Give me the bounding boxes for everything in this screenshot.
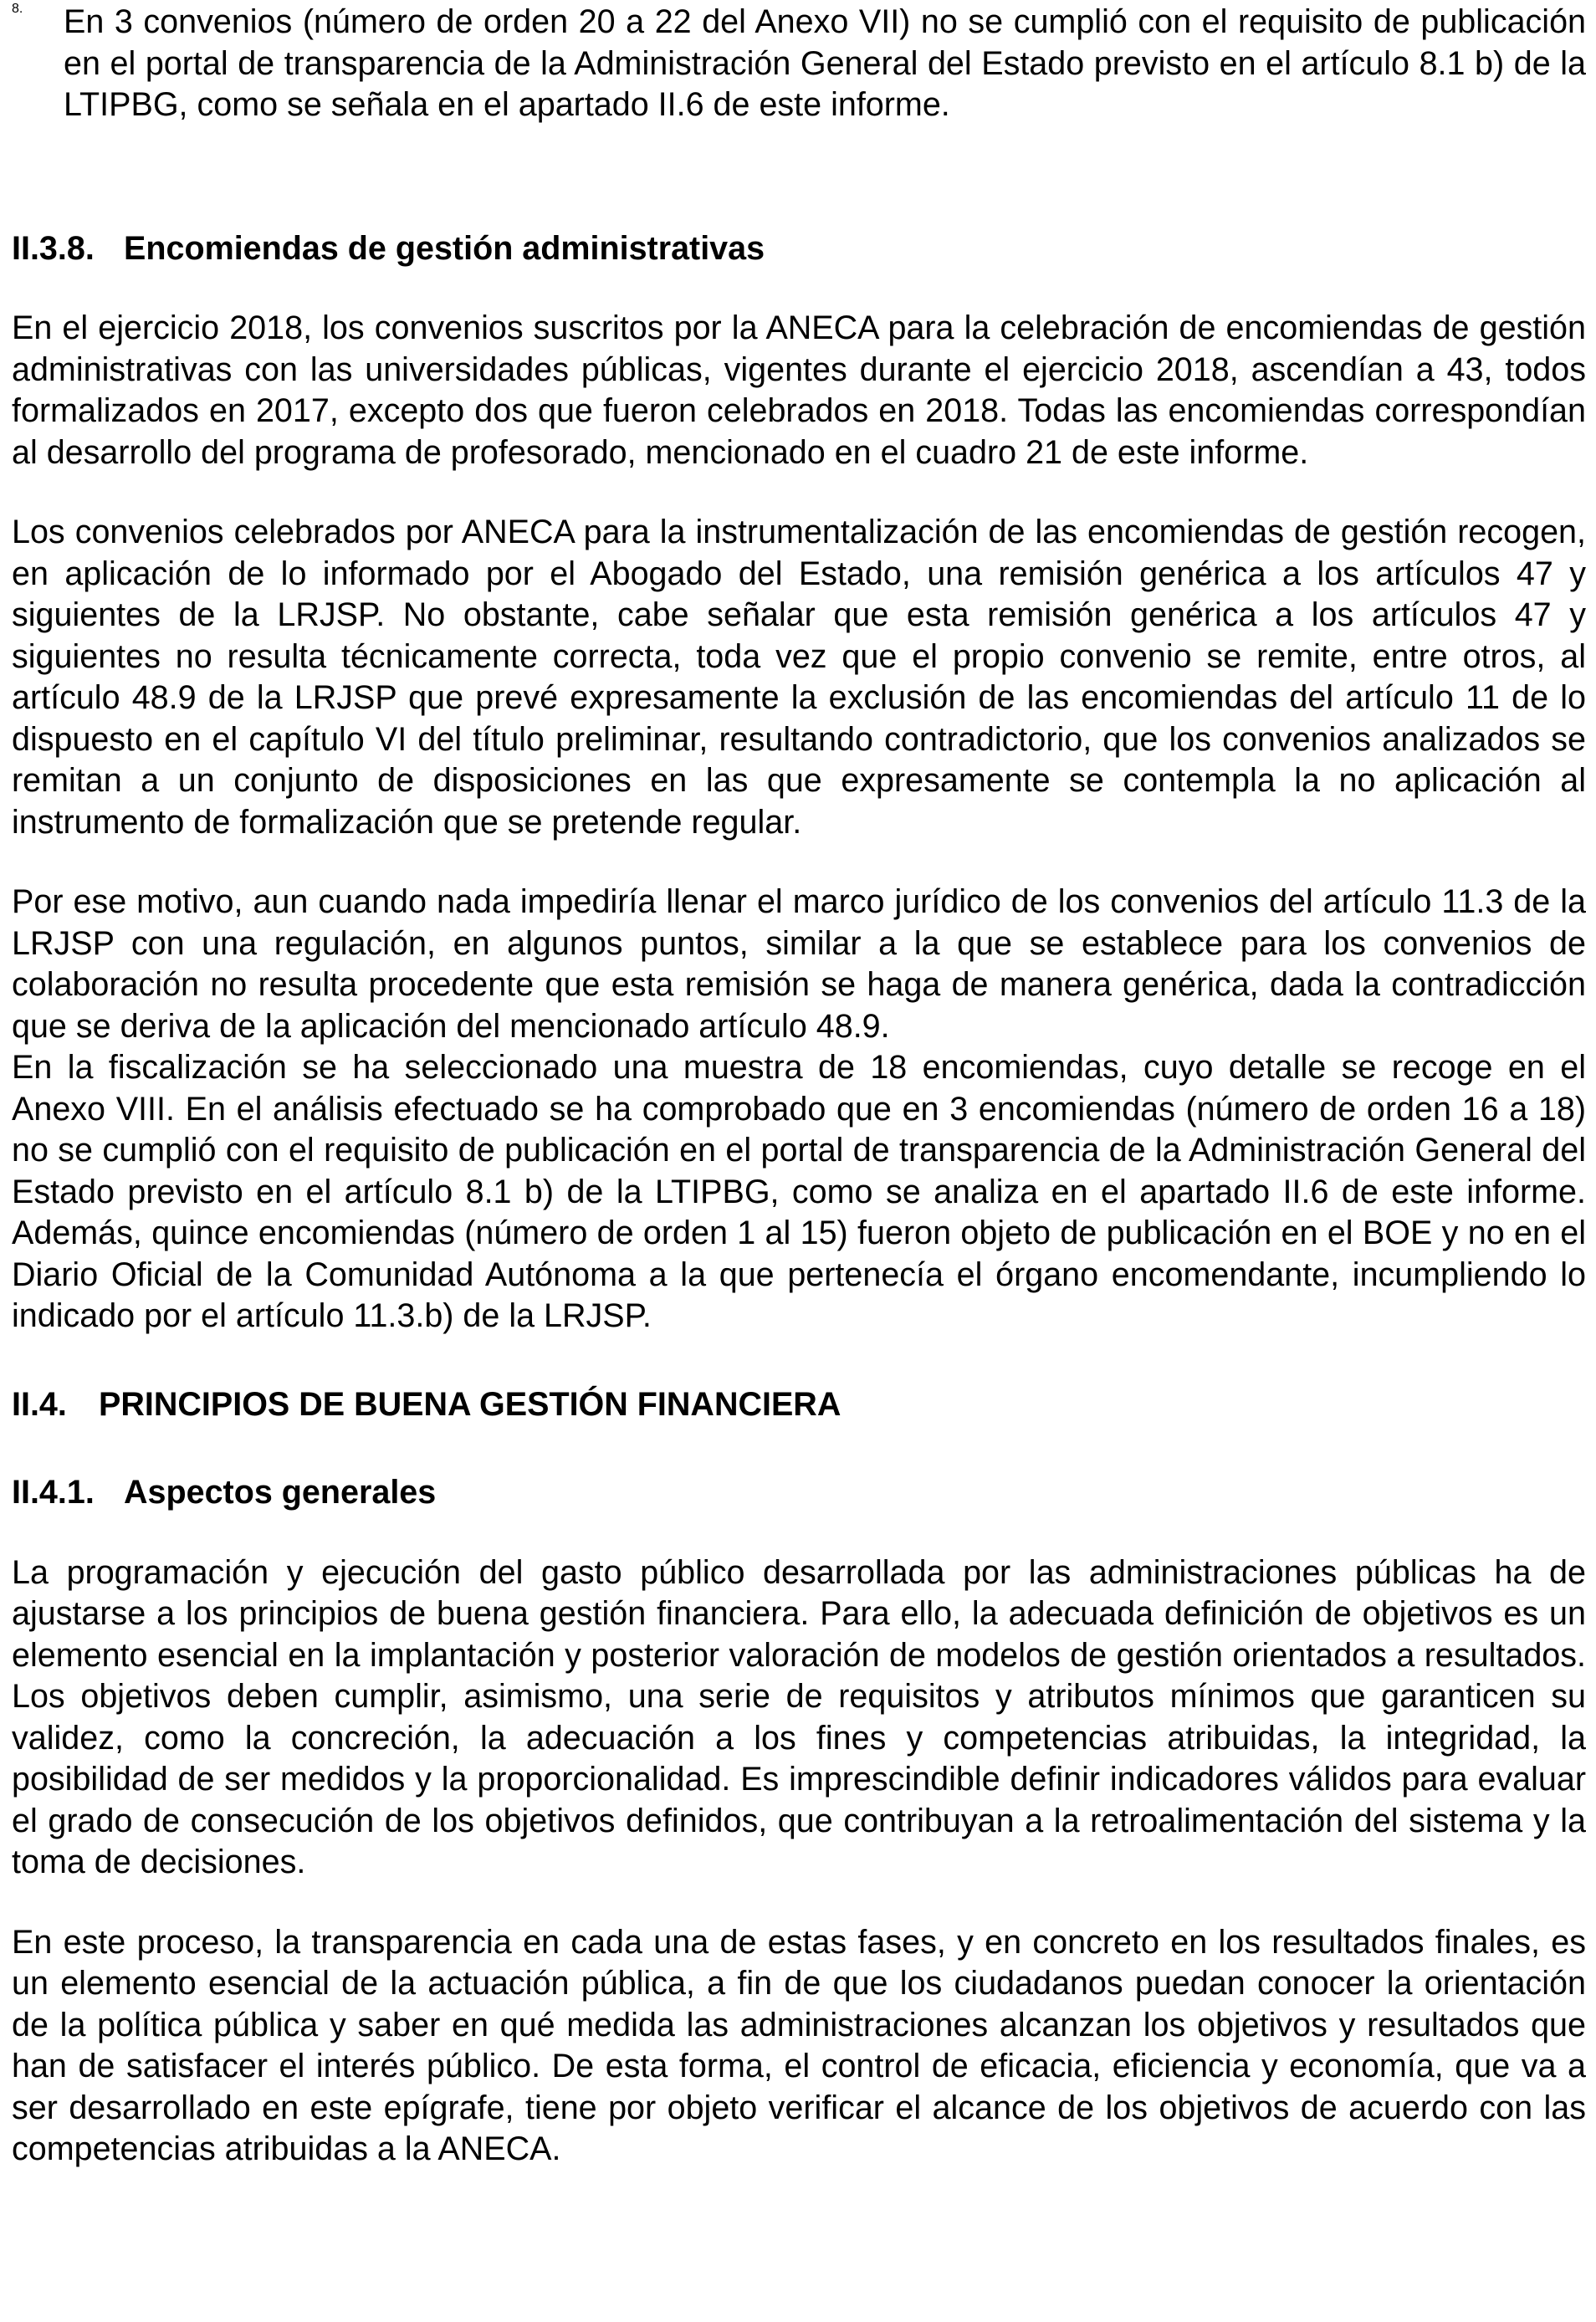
paragraph: En este proceso, la transparencia en cada una de estas fases, y en concreto en los resultados finales, es un elemento esencial de la actuación pública, a fin de que los ciudadanos puedan conocer la orientación de la política pública y saber en qué medida las administraciones alcanzan los objetivos y resultados que han de satisfacer el interés público. De esta forma, el control de eficacia, eficiencia y economía, que va a ser desarrollado en este epígrafe, tiene por objeto verificar el alcance de los objetivos de acuerdo con las competencias atribuidas a la ANECA. <box>12 1923 1586 2167</box>
paragraph: Los convenios celebrados por ANECA para la instrumentalización de las encomiendas de gestión recogen, en aplicación de lo informado por el Abogado del Estado, una remisión genérica a los artículos 47 y siguientes de la LRJSP. No obstante, cabe señalar que esta remisión genérica a los artículos 47 y siguientes no resulta técnicamente correcta, toda vez que el propio convenio se remite, entre otros, al artículo 48.9 de la LRJSP que prevé expresamente la exclusión de las encomiendas del artículo 11 de lo dispuesto en el capítulo VI del título preliminar, resultando contradictorio, que los convenios analizados se remitan a un conjunto de disposiciones en las que expresamente se contempla la no aplicación al instrumento de formalización que se pretende regular. <box>12 514 1586 841</box>
paragraph: La programación y ejecución del gasto público desarrollada por las administraciones públicas ha de ajustarse a los principios de buena gestión financiera. Para ello, la adecuada definición de objetivos es un elemento esencial en la implantación y posterior valoración de modelos de gestión orientados a resultados. Los objetivos deben cumplir, asimismo, una serie de requisitos y atributos mínimos que garanticen su validez, como la concreción, la adecuación a los fines y competencias atribuidas, la integridad, la posibilidad de ser medidos y la proporcionalidad. Es imprescindible definir indicadores válidos para evaluar el grado de consecución de los objetivos definidos, que contribuyan a la retroalimentación del sistema y la toma de decisiones. <box>12 1553 1586 1880</box>
list-item-8 <box>12 2 1586 126</box>
list-item-text: En 3 convenios (número de orden 20 a 22 del Anexo VII) no se cumplió con el requisito de publicación en el portal de transparencia de la Administración General del Estado previsto en el artículo 8.1 b) de la LTIPBG, como se señala en el apartado II.6 de este informe. <box>64 3 1586 123</box>
section-heading-ii-4-1 <box>12 1472 1586 1514</box>
document-page <box>12 0 1586 2171</box>
section-title: PRINCIPIOS DE BUENA GESTIÓN FINANCIERA <box>99 1385 841 1423</box>
list-item-number: 8. <box>12 2 23 16</box>
section-code: II.3.8. <box>12 229 95 267</box>
section-title: Encomiendas de gestión administrativas <box>124 229 765 267</box>
paragraph: En el ejercicio 2018, los convenios suscritos por la ANECA para la celebración de encomiendas de gestión administrativas con las universidades públicas, vigentes durante el ejercicio 2018, ascendían a 43, todos formalizados en 2017, excepto dos que fueron celebrados en 2018. Todas las encomiendas correspondían al desarrollo del programa de profesorado, mencionado en el cuadro 21 de este informe. <box>12 309 1586 471</box>
paragraph: Por ese motivo, aun cuando nada impediría llenar el marco jurídico de los convenios del artículo 11.3 de la LRJSP con una regulación, en algunos puntos, similar a la que se establece para los convenios de colaboración no resulta procedente que esta remisión se haga de manera genérica, dada la contradicción que se deriva de la aplicación del mencionado artículo 48.9. <box>12 883 1586 1045</box>
section-heading-ii-3-8 <box>12 228 1586 270</box>
paragraph: En la fiscalización se ha seleccionado una muestra de 18 encomiendas, cuyo detalle se recoge en el Anexo VIII. En el análisis efectuado se ha comprobado que en 3 encomiendas (número de orden 16 a 18) no se cumplió con el requisito de publicación en el portal de transparencia de la Administración General del Estado previsto en el artículo 8.1 b) de la LTIPBG, como se analiza en el apartado II.6 de este informe. Además, quince encomiendas (número de orden 1 al 15) fueron objeto de publicación en el BOE y no en el Diario Oficial de la Comunidad Autónoma a la que pertenecía el órgano encomendante, incumpliendo lo indicado por el artículo 11.3.b) de la LRJSP. <box>12 1049 1586 1334</box>
section-heading-ii-4 <box>12 1384 1586 1426</box>
section-title: Aspectos generales <box>124 1474 437 1511</box>
section-code: II.4.1. <box>12 1474 95 1511</box>
section-code: II.4. <box>12 1385 67 1423</box>
